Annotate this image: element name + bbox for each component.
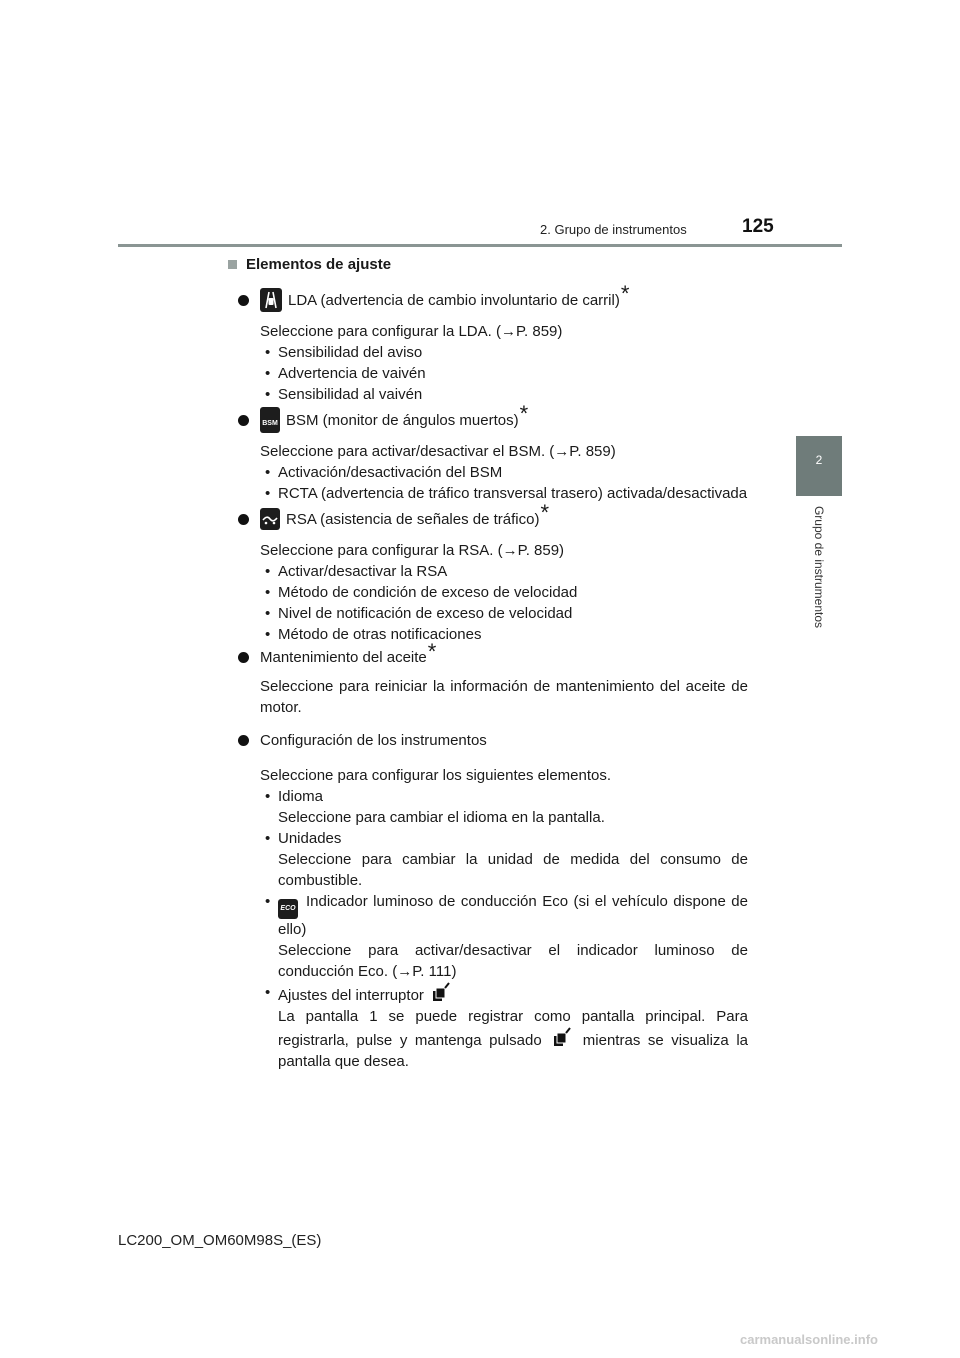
footnote-star: * xyxy=(427,638,437,664)
list-item: • Sensibilidad al vaivén xyxy=(260,384,748,405)
item-rsa xyxy=(228,500,748,645)
list-item-idioma xyxy=(260,786,748,828)
unidades-title: • Unidades xyxy=(278,830,342,847)
item-lda-list xyxy=(260,342,748,405)
list-item: • Activar/desactivar la RSA xyxy=(260,561,748,582)
display-switch-icon xyxy=(432,982,450,1002)
list-item: • Sensibilidad del aviso xyxy=(260,342,748,363)
round-bullet-icon xyxy=(238,514,249,525)
footnote-star: * xyxy=(519,401,529,426)
item-oil-title: Mantenimiento del aceite xyxy=(260,649,427,666)
item-oil-head xyxy=(260,638,748,668)
footnote-star: * xyxy=(540,500,550,525)
eco-indicator-icon xyxy=(278,899,298,919)
page-number: 125 xyxy=(742,216,774,237)
display-switch-icon xyxy=(553,1027,571,1047)
chapter-tab xyxy=(796,436,842,496)
bsm-icon-text: BSM xyxy=(262,420,278,427)
chapter-tab-label: Grupo de instrumentos xyxy=(812,505,826,629)
document-code: LC200_OM_OM60M98S_(ES) xyxy=(118,1232,322,1249)
item-instruments-head xyxy=(260,730,748,751)
switch-desc-b: mientras se visualiza la pantalla que desea. xyxy=(278,1032,749,1070)
page-content xyxy=(228,254,748,1072)
switch-desc-a: La pantalla 1 se puede registrar como pantalla principal. Para registrarla, pulse y mantenga pulsado xyxy=(278,1008,748,1049)
chapter-title: 2. Grupo de instrumentos xyxy=(540,222,687,237)
item-instruments-title: Configuración de los instrumentos xyxy=(260,732,487,749)
list-item: • Método de condición de exceso de velocidad xyxy=(260,582,748,603)
item-instruments-desc: Seleccione para configurar los siguientes elementos. xyxy=(260,767,612,784)
item-bsm-list xyxy=(260,462,748,504)
eco-title-line xyxy=(278,891,748,940)
item-instruments xyxy=(228,730,748,1072)
section-heading xyxy=(228,254,748,275)
item-lda-head xyxy=(260,281,748,313)
blind-spot-monitor-icon xyxy=(260,407,280,433)
watermark: carmanualsonline.info xyxy=(740,1332,878,1347)
section-title: Elementos de ajuste xyxy=(246,256,392,273)
item-instruments-list xyxy=(260,786,748,1072)
list-item-switch xyxy=(260,982,748,1072)
header-rule xyxy=(118,244,842,247)
switch-desc xyxy=(278,1006,748,1072)
item-lda xyxy=(228,281,748,405)
list-item: • Método de otras notificaciones xyxy=(260,624,748,645)
item-oil xyxy=(228,638,748,718)
footnote-star: * xyxy=(620,281,630,306)
item-bsm-head xyxy=(260,401,748,433)
chapter-tab-number: 2 xyxy=(815,453,823,467)
item-lda-title: LDA (advertencia de cambio involuntario de carril) xyxy=(288,291,620,309)
list-item: • Advertencia de vaivén xyxy=(260,363,748,384)
switch-title: Ajustes del interruptor xyxy=(278,987,424,1004)
item-lda-desc: Seleccione para configurar la LDA. (→P. 859) xyxy=(260,323,563,340)
item-bsm xyxy=(228,401,748,504)
road-sign-assist-icon xyxy=(260,508,280,530)
item-bsm-desc: Seleccione para activar/desactivar el BSM. (→P. 859) xyxy=(260,443,616,460)
list-item: • Activación/desactivación del BSM xyxy=(260,462,748,483)
round-bullet-icon xyxy=(238,735,249,746)
idioma-title: • Idioma xyxy=(278,788,324,805)
switch-title-line xyxy=(278,982,748,1006)
item-rsa-list xyxy=(260,561,748,645)
idioma-desc: Seleccione para cambiar el idioma en la pantalla. xyxy=(278,809,605,826)
unidades-desc: Seleccione para cambiar la unidad de medida del consumo de combustible. xyxy=(278,851,748,889)
round-bullet-icon xyxy=(238,295,249,306)
square-bullet-icon xyxy=(228,260,237,269)
round-bullet-icon xyxy=(238,652,249,663)
item-rsa-desc: Seleccione para configurar la RSA. (→P. 859) xyxy=(260,542,565,559)
list-item: • Nivel de notificación de exceso de velocidad xyxy=(260,603,748,624)
list-item-eco xyxy=(260,891,748,982)
lane-departure-icon xyxy=(260,288,282,312)
round-bullet-icon xyxy=(238,415,249,426)
eco-title: Indicador luminoso de conducción Eco (si el vehículo dispone de ello) xyxy=(278,893,748,938)
item-bsm-title: BSM (monitor de ángulos muertos) xyxy=(286,411,519,429)
list-item-unidades xyxy=(260,828,748,891)
item-rsa-head xyxy=(260,500,748,532)
list-item: • RCTA (advertencia de tráfico transversal trasero) activada/desactivada xyxy=(260,483,748,504)
item-rsa-title: RSA (asistencia de señales de tráfico) xyxy=(286,510,540,528)
item-oil-desc: Seleccione para reiniciar la información de mantenimiento del aceite de motor. xyxy=(260,678,748,716)
eco-icon-text: ECO xyxy=(280,905,296,912)
eco-desc: Seleccione para activar/desactivar el indicador luminoso de conducción Eco. (→P. 111) xyxy=(278,942,748,980)
